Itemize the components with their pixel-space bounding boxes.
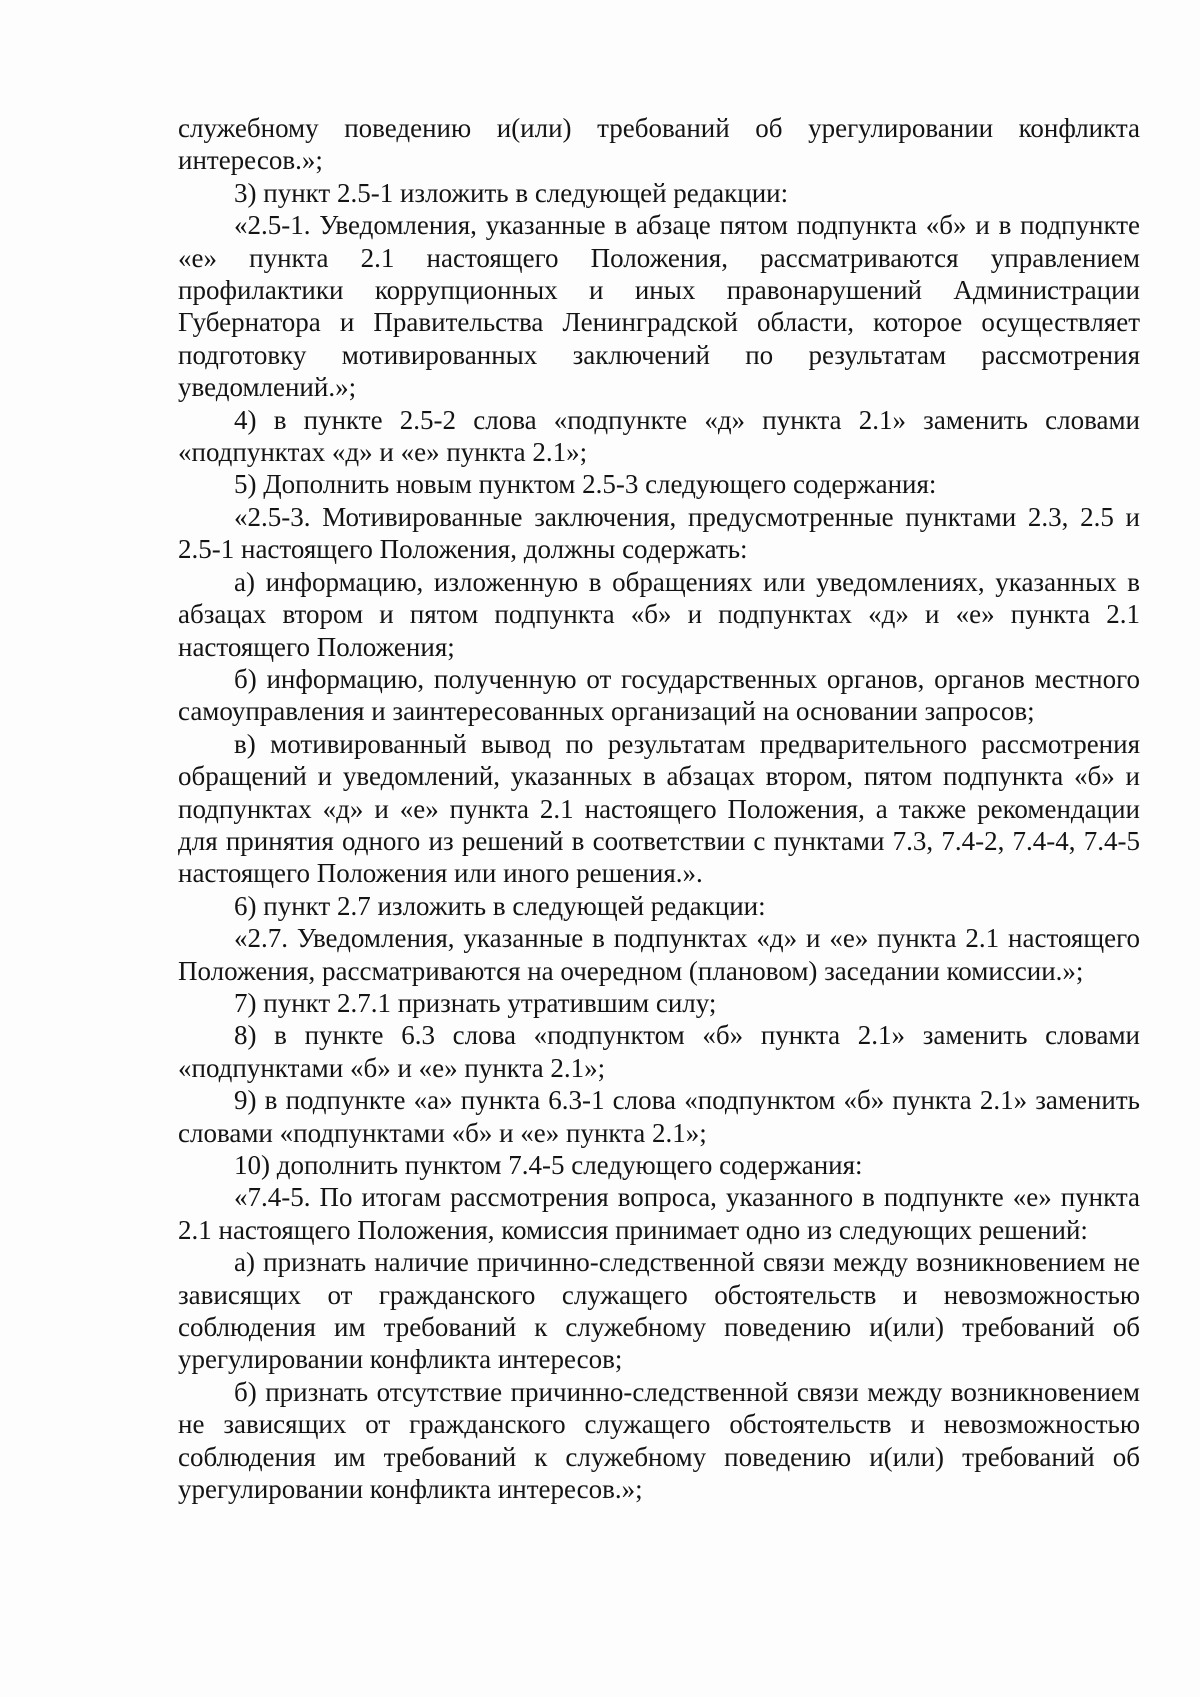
paragraph-1: служебному поведению и(или) требований об урегулировании конфликта интересов.»; [178, 113, 1140, 176]
paragraph-12: 7) пункт 2.7.1 признать утратившим силу; [234, 987, 717, 1018]
paragraph-7: а) информацию, изложенную в обращениях или уведомлениях, указанных в абзацах втором и пятом подпункта «б» и подпунктах «д» и «е» пункта 2.1 настоящего Положения; [178, 566, 1140, 662]
paragraph-16: «7.4-5. По итогам рассмотрения вопроса, указанного в подпункте «е» пункта 2.1 настоящего Положения, комиссия принимает одно из следующих решений: [178, 1182, 1140, 1245]
paragraph-2: 3) пункт 2.5-1 изложить в следующей редакции: [234, 177, 789, 208]
paragraph-6: «2.5-3. Мотивированные заключения, предусмотренные пунктами 2.3, 2.5 и 2.5-1 настоящего Положения, должны содержать: [178, 501, 1140, 565]
paragraph-3: «2.5-1. Уведомления, указанные в абзаце пятом подпункта «б» и в подпункте «е» пункта 2.1 настоящего Положения, рассматриваются управлением профилактики коррупционных и иных правонарушений Администрации Губернатора и Правительства Ленинградской области, которое осуществляет подготовку мотивированных заключений по результатам рассмотрения уведомлений.»; [178, 210, 1140, 403]
paragraph-17: а) признать наличие причинно-следственной связи между возникновением не зависящих от гражданского служащего обстоятельств и невозможностью соблюдения им требований к служебному поведению и(или) требований об урегулировании конфликта интересов; [178, 1247, 1140, 1375]
paragraph-10: 6) пункт 2.7 изложить в следующей редакции: [234, 890, 766, 921]
paragraph-9: в) мотивированный вывод по результатам предварительного рассмотрения обращений и уведомлений, указанных в абзацах втором, пятом подпункта «б» и подпунктах «д» и «е» пункта 2.1 настоящего Положения, а также рекомендации для принятия одного из решений в соответствии с пунктами 7.3, 7.4-2, 7.4-4, 7.4-5 настоящего Положения или иного решения.». [178, 728, 1140, 889]
paragraph-5: 5) Дополнить новым пунктом 2.5-3 следующего содержания: [234, 469, 937, 500]
paragraph-14: 9) в подпункте «а» пункта 6.3-1 слова «подпунктом «б» пункта 2.1» заменить словами «подпунктами «б» и «е» пункта 2.1»; [178, 1085, 1140, 1148]
paragraph-13: 8) в пункте 6.3 слова «подпунктом «б» пункта 2.1» заменить словами «подпунктами «б» и «е» пункта 2.1»; [178, 1020, 1140, 1083]
document-body [178, 112, 1140, 1505]
paragraph-8: б) информацию, полученную от государственных органов, органов местного самоуправления и заинтересованных организаций на основании запросов; [178, 663, 1140, 727]
paragraph-18: б) признать отсутствие причинно-следственной связи между возникновением не зависящих от гражданского служащего обстоятельств и невозможностью соблюдения им требований к служебному поведению и(или) требований об урегулировании конфликта интересов.»; [178, 1376, 1140, 1505]
paragraph-15: 10) дополнить пунктом 7.4-5 следующего содержания: [234, 1150, 863, 1180]
paragraph-4: 4) в пункте 2.5-2 слова «подпункте «д» пункта 2.1» заменить словами «подпунктах «д» и «е» пункта 2.1»; [178, 404, 1140, 468]
paragraph-11: «2.7. Уведомления, указанные в подпунктах «д» и «е» пункта 2.1 настоящего Положения, рассматриваются на очередном (плановом) заседании комиссии.»; [178, 923, 1140, 986]
